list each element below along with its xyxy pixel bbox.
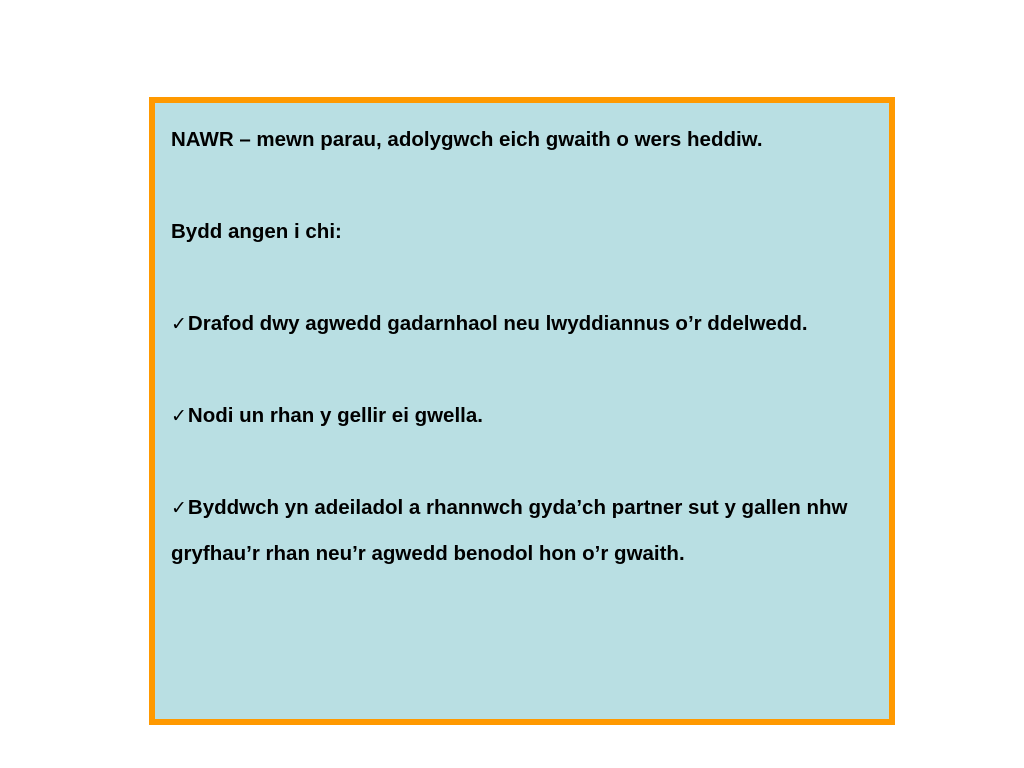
bullet-text-constructive: Byddwch yn adeiladol a rhannwch gyda’ch partner sut y gallen nhw gryfhau’r rhan neu’r agwedd benodol hon o’r gwaith. [171, 496, 848, 565]
intro-text: NAWR – mewn parau, adolygwch eich gwaith o wers heddiw. [171, 128, 763, 151]
bullet-item-constructive [171, 485, 883, 577]
instruction-text [171, 117, 883, 577]
spacer [171, 347, 883, 393]
requirements-heading [171, 209, 883, 255]
checkmark-icon: ✓ [171, 497, 187, 519]
checkmark-icon: ✓ [171, 313, 187, 335]
bullet-text-improve: Nodi un rhan y gellir ei gwella. [187, 404, 483, 427]
bullet-text-discuss: Drafod dwy agwedd gadarnhaol neu lwyddiannus o’r ddelwedd. [187, 312, 808, 335]
checkmark-icon: ✓ [171, 405, 187, 427]
bullet-item-discuss [171, 301, 883, 347]
intro-paragraph [171, 117, 883, 163]
spacer [171, 439, 883, 485]
instruction-box [149, 97, 895, 725]
bullet-item-improve [171, 393, 883, 439]
requirements-heading-text: Bydd angen i chi: [171, 220, 342, 243]
spacer [171, 255, 883, 301]
spacer [171, 163, 883, 209]
